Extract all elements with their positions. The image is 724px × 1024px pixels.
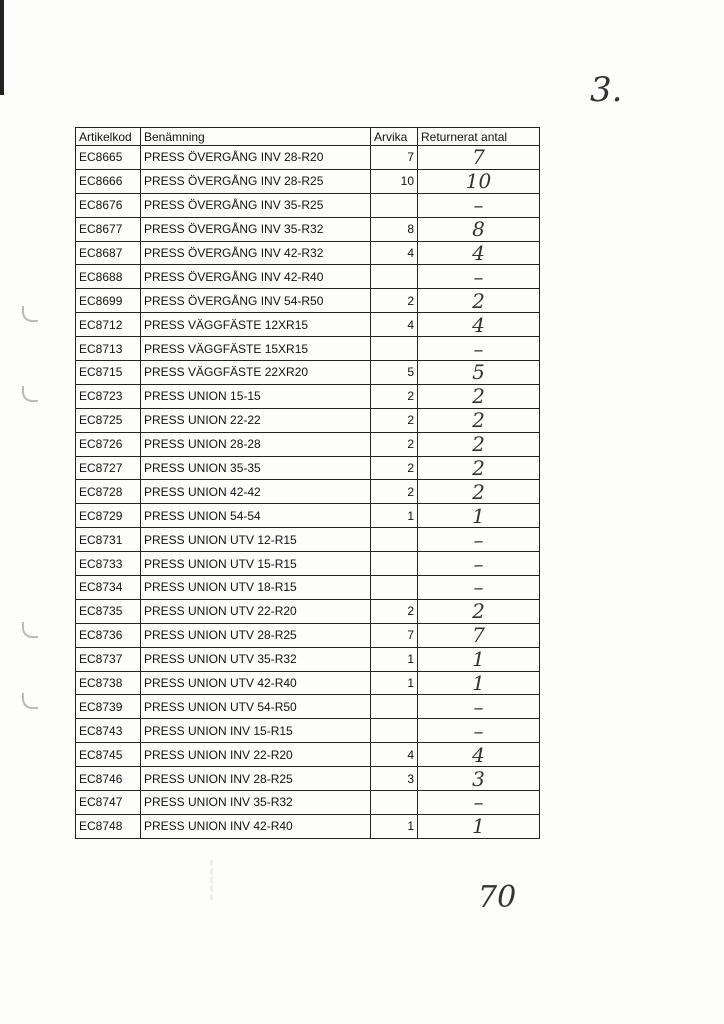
returned-quantity-cell: – bbox=[418, 193, 540, 217]
table-row bbox=[76, 169, 540, 193]
punch-hole-mark bbox=[22, 386, 38, 402]
arvika-quantity-cell: 2 bbox=[371, 384, 418, 408]
description-cell: PRESS UNION 15-15 bbox=[141, 384, 371, 408]
description-cell: PRESS UNION 22-22 bbox=[141, 408, 371, 432]
table-row bbox=[76, 384, 540, 408]
article-code-cell: EC8688 bbox=[76, 265, 141, 289]
description-cell: PRESS UNION INV 15-R15 bbox=[141, 719, 371, 743]
arvika-quantity-cell: 2 bbox=[371, 599, 418, 623]
article-code-cell: EC8734 bbox=[76, 576, 141, 600]
article-code-cell: EC8737 bbox=[76, 647, 141, 671]
table-header-row bbox=[76, 128, 540, 146]
article-code-cell: EC8665 bbox=[76, 146, 141, 170]
article-code-cell: EC8727 bbox=[76, 456, 141, 480]
returned-quantity-cell: – bbox=[418, 576, 540, 600]
scan-edge-mark bbox=[0, 0, 4, 95]
arvika-quantity-cell bbox=[371, 719, 418, 743]
returned-quantity-cell: 3 bbox=[418, 767, 540, 791]
table-row bbox=[76, 623, 540, 647]
description-cell: PRESS VÄGGFÄSTE 15XR15 bbox=[141, 337, 371, 361]
arvika-quantity-cell: 3 bbox=[371, 767, 418, 791]
arvika-quantity-cell: 8 bbox=[371, 217, 418, 241]
article-code-cell: EC8738 bbox=[76, 671, 141, 695]
article-code-cell: EC8677 bbox=[76, 217, 141, 241]
arvika-quantity-cell: 1 bbox=[371, 647, 418, 671]
table-row bbox=[76, 265, 540, 289]
article-code-cell: EC8715 bbox=[76, 361, 141, 385]
returned-quantity-cell: 8 bbox=[418, 217, 540, 241]
table-row bbox=[76, 432, 540, 456]
arvika-quantity-cell: 7 bbox=[371, 146, 418, 170]
article-code-cell: EC8735 bbox=[76, 599, 141, 623]
description-cell: PRESS VÄGGFÄSTE 22XR20 bbox=[141, 361, 371, 385]
handwritten-total: 70 bbox=[478, 880, 517, 915]
table-row bbox=[76, 647, 540, 671]
table-row bbox=[76, 241, 540, 265]
table-row bbox=[76, 337, 540, 361]
article-code-cell: EC8676 bbox=[76, 193, 141, 217]
table-row bbox=[76, 528, 540, 552]
punch-hole-mark bbox=[22, 622, 38, 638]
table-row bbox=[76, 552, 540, 576]
arvika-quantity-cell: 2 bbox=[371, 480, 418, 504]
table-row bbox=[76, 599, 540, 623]
arvika-quantity-cell bbox=[371, 576, 418, 600]
arvika-quantity-cell: 2 bbox=[371, 289, 418, 313]
description-cell: PRESS UNION UTV 42-R40 bbox=[141, 671, 371, 695]
description-cell: PRESS ÖVERGÅNG INV 35-R25 bbox=[141, 193, 371, 217]
arvika-quantity-cell: 1 bbox=[371, 814, 418, 838]
returned-quantity-cell: 1 bbox=[418, 647, 540, 671]
arvika-quantity-cell: 1 bbox=[371, 671, 418, 695]
returned-quantity-cell: – bbox=[418, 528, 540, 552]
table-row bbox=[76, 480, 540, 504]
returned-quantity-cell: 4 bbox=[418, 313, 540, 337]
arvika-quantity-cell: 5 bbox=[371, 361, 418, 385]
table-row bbox=[76, 193, 540, 217]
punch-hole-mark bbox=[22, 306, 38, 322]
article-code-cell: EC8739 bbox=[76, 695, 141, 719]
inventory-table bbox=[75, 127, 540, 839]
header-arvika: Arvika bbox=[371, 128, 418, 146]
returned-quantity-cell: 7 bbox=[418, 623, 540, 647]
description-cell: PRESS UNION INV 22-R20 bbox=[141, 743, 371, 767]
returned-quantity-cell: – bbox=[418, 719, 540, 743]
description-cell: PRESS ÖVERGÅNG INV 42-R40 bbox=[141, 265, 371, 289]
description-cell: PRESS UNION UTV 22-R20 bbox=[141, 599, 371, 623]
returned-quantity-cell: – bbox=[418, 337, 540, 361]
description-cell: PRESS UNION UTV 18-R15 bbox=[141, 576, 371, 600]
arvika-quantity-cell: 4 bbox=[371, 743, 418, 767]
returned-quantity-cell: – bbox=[418, 265, 540, 289]
description-cell: PRESS ÖVERGÅNG INV 28-R25 bbox=[141, 169, 371, 193]
description-cell: PRESS ÖVERGÅNG INV 42-R32 bbox=[141, 241, 371, 265]
table-row bbox=[76, 217, 540, 241]
arvika-quantity-cell bbox=[371, 265, 418, 289]
table-row bbox=[76, 743, 540, 767]
description-cell: PRESS VÄGGFÄSTE 12XR15 bbox=[141, 313, 371, 337]
arvika-quantity-cell: 1 bbox=[371, 504, 418, 528]
article-code-cell: EC8745 bbox=[76, 743, 141, 767]
returned-quantity-cell: 2 bbox=[418, 384, 540, 408]
returned-quantity-cell: 5 bbox=[418, 361, 540, 385]
returned-quantity-cell: – bbox=[418, 791, 540, 815]
arvika-quantity-cell bbox=[371, 791, 418, 815]
returned-quantity-cell: 4 bbox=[418, 241, 540, 265]
table-row bbox=[76, 791, 540, 815]
description-cell: PRESS ÖVERGÅNG INV 54-R50 bbox=[141, 289, 371, 313]
table-row bbox=[76, 361, 540, 385]
description-cell: PRESS ÖVERGÅNG INV 28-R20 bbox=[141, 146, 371, 170]
article-code-cell: EC8666 bbox=[76, 169, 141, 193]
table-row bbox=[76, 695, 540, 719]
description-cell: PRESS UNION UTV 15-R15 bbox=[141, 552, 371, 576]
returned-quantity-cell: – bbox=[418, 552, 540, 576]
returned-quantity-cell: 4 bbox=[418, 743, 540, 767]
table-row bbox=[76, 313, 540, 337]
returned-quantity-cell: 2 bbox=[418, 289, 540, 313]
arvika-quantity-cell bbox=[371, 528, 418, 552]
article-code-cell: EC8743 bbox=[76, 719, 141, 743]
article-code-cell: EC8713 bbox=[76, 337, 141, 361]
returned-quantity-cell: 1 bbox=[418, 671, 540, 695]
description-cell: PRESS UNION INV 35-R32 bbox=[141, 791, 371, 815]
arvika-quantity-cell: 2 bbox=[371, 432, 418, 456]
returned-quantity-cell: 2 bbox=[418, 599, 540, 623]
faint-bleedthrough-mark bbox=[210, 860, 243, 900]
description-cell: PRESS UNION UTV 12-R15 bbox=[141, 528, 371, 552]
returned-quantity-cell: 1 bbox=[418, 814, 540, 838]
punch-hole-mark bbox=[22, 693, 38, 709]
article-code-cell: EC8725 bbox=[76, 408, 141, 432]
arvika-quantity-cell: 2 bbox=[371, 408, 418, 432]
table-row bbox=[76, 576, 540, 600]
returned-quantity-cell: 2 bbox=[418, 480, 540, 504]
header-description: Benämning bbox=[141, 128, 371, 146]
description-cell: PRESS UNION INV 42-R40 bbox=[141, 814, 371, 838]
description-cell: PRESS UNION UTV 54-R50 bbox=[141, 695, 371, 719]
article-code-cell: EC8729 bbox=[76, 504, 141, 528]
description-cell: PRESS UNION 42-42 bbox=[141, 480, 371, 504]
header-returned-quantity: Returnerat antal bbox=[418, 128, 540, 146]
article-code-cell: EC8723 bbox=[76, 384, 141, 408]
table-row bbox=[76, 146, 540, 170]
article-code-cell: EC8699 bbox=[76, 289, 141, 313]
description-cell: PRESS UNION UTV 28-R25 bbox=[141, 623, 371, 647]
description-cell: PRESS ÖVERGÅNG INV 35-R32 bbox=[141, 217, 371, 241]
table-body bbox=[76, 146, 540, 839]
arvika-quantity-cell: 4 bbox=[371, 241, 418, 265]
page-number: 3. bbox=[590, 70, 623, 110]
article-code-cell: EC8712 bbox=[76, 313, 141, 337]
returned-quantity-cell: 1 bbox=[418, 504, 540, 528]
description-cell: PRESS UNION 54-54 bbox=[141, 504, 371, 528]
table-row bbox=[76, 504, 540, 528]
arvika-quantity-cell: 10 bbox=[371, 169, 418, 193]
arvika-quantity-cell: 2 bbox=[371, 456, 418, 480]
description-cell: PRESS UNION 28-28 bbox=[141, 432, 371, 456]
arvika-quantity-cell bbox=[371, 337, 418, 361]
arvika-quantity-cell: 7 bbox=[371, 623, 418, 647]
article-code-cell: EC8726 bbox=[76, 432, 141, 456]
table-row bbox=[76, 814, 540, 838]
table-row bbox=[76, 456, 540, 480]
returned-quantity-cell: 2 bbox=[418, 456, 540, 480]
table-row bbox=[76, 289, 540, 313]
returned-quantity-cell: 7 bbox=[418, 146, 540, 170]
returned-quantity-cell: 10 bbox=[418, 169, 540, 193]
description-cell: PRESS UNION 35-35 bbox=[141, 456, 371, 480]
article-code-cell: EC8728 bbox=[76, 480, 141, 504]
returned-quantity-cell: 2 bbox=[418, 432, 540, 456]
article-code-cell: EC8736 bbox=[76, 623, 141, 647]
header-article-code: Artikelkod bbox=[76, 128, 141, 146]
article-code-cell: EC8747 bbox=[76, 791, 141, 815]
article-code-cell: EC8687 bbox=[76, 241, 141, 265]
article-code-cell: EC8746 bbox=[76, 767, 141, 791]
article-code-cell: EC8731 bbox=[76, 528, 141, 552]
returned-quantity-cell: – bbox=[418, 695, 540, 719]
article-code-cell: EC8733 bbox=[76, 552, 141, 576]
article-code-cell: EC8748 bbox=[76, 814, 141, 838]
arvika-quantity-cell bbox=[371, 695, 418, 719]
table-row bbox=[76, 767, 540, 791]
arvika-quantity-cell bbox=[371, 552, 418, 576]
arvika-quantity-cell bbox=[371, 193, 418, 217]
table-row bbox=[76, 408, 540, 432]
description-cell: PRESS UNION UTV 35-R32 bbox=[141, 647, 371, 671]
table-row bbox=[76, 719, 540, 743]
description-cell: PRESS UNION INV 28-R25 bbox=[141, 767, 371, 791]
arvika-quantity-cell: 4 bbox=[371, 313, 418, 337]
table-row bbox=[76, 671, 540, 695]
returned-quantity-cell: 2 bbox=[418, 408, 540, 432]
